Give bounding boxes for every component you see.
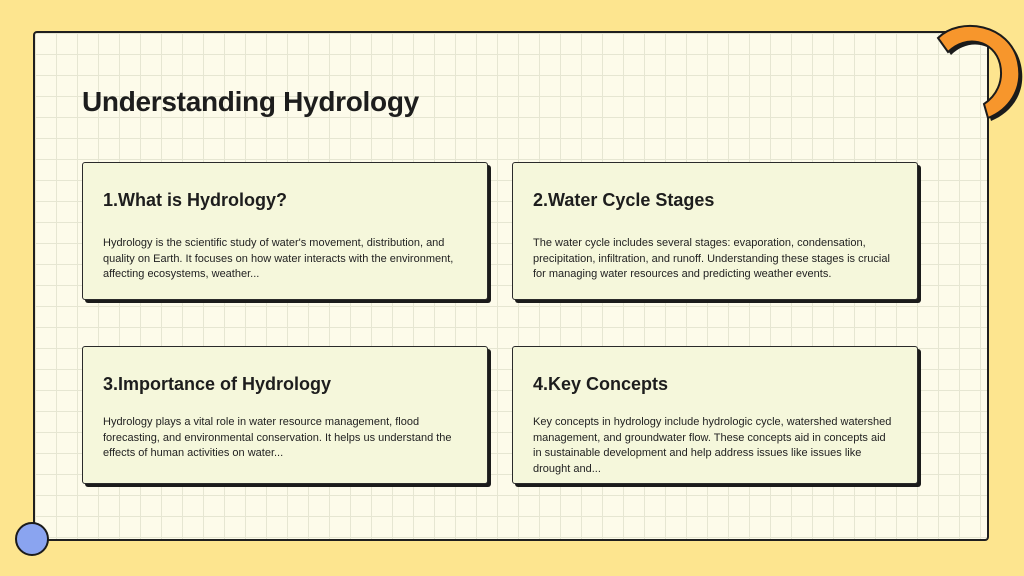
card-body: Hydrology is the scientific study of water's movement, distribution, and quality on Earth. It focuses on how water interacts with the environment, affecting ecosystems, weather... [103, 237, 454, 280]
card-title: 3.Importance of Hydrology [103, 374, 332, 394]
card-title: 1.What is Hydrology? [103, 190, 288, 210]
card-title: 2.Water Cycle Stages [533, 190, 715, 210]
card-water-cycle-stages [512, 162, 918, 300]
card-importance-of-hydrology [82, 346, 488, 484]
card-what-is-hydrology [82, 162, 488, 300]
slide-title: Understanding Hydrology [82, 86, 419, 117]
blue-circle-decoration [14, 521, 50, 557]
orange-arc-decoration [930, 18, 1024, 122]
card-title: 4.Key Concepts [533, 374, 669, 394]
card-body: The water cycle includes several stages: evaporation, condensation, precipitation, infiltration, and runoff. Understanding these stages is crucial for managing water resources and predicting weather events. [533, 237, 890, 280]
card-body: Hydrology plays a vital role in water resource management, flood forecasting, and environmental conservation. It helps us understand the effects of human activities on water... [103, 416, 452, 459]
card-key-concepts [512, 346, 918, 484]
card-body: Key concepts in hydrology include hydrologic cycle, watershed watershed management, and groundwater flow. These concepts aid in concepts aid in sustainable development and help address issues like issues like drought and... [533, 416, 892, 475]
